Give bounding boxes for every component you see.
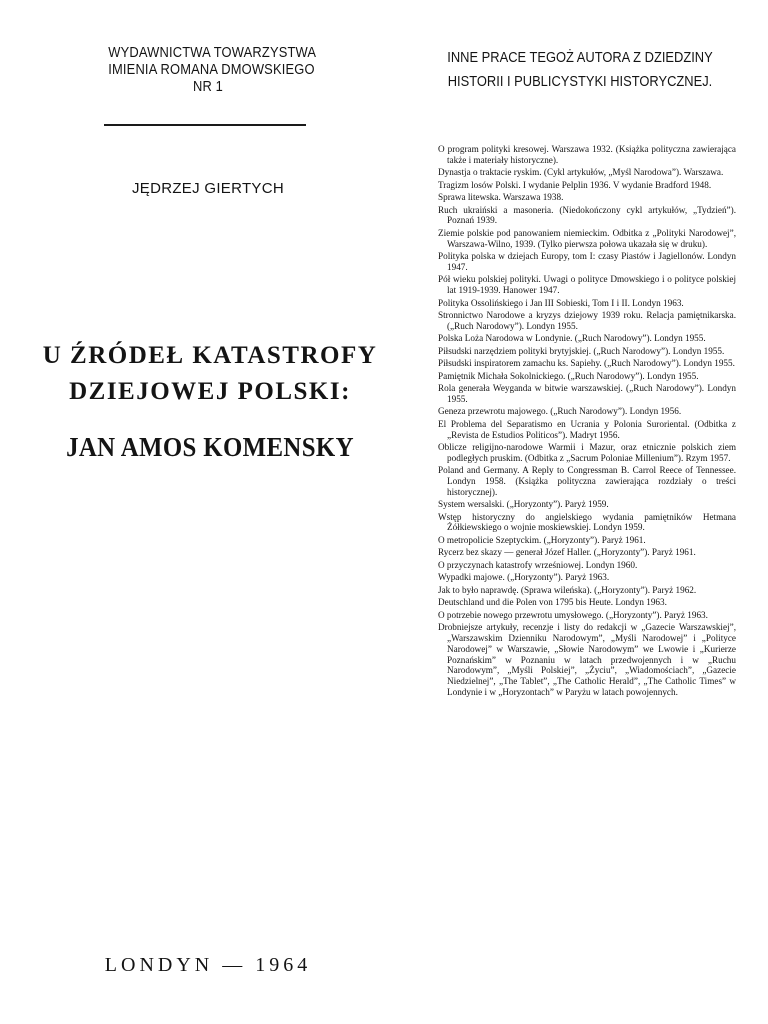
series-line: IMIENIA ROMANA DMOWSKIEGO xyxy=(108,61,315,78)
work-entry: Wstęp historyczny do angielskiego wydania pamiętników Hetmana Żółkiewskiego o wojnie moskiewskiej. Londyn 1959. xyxy=(438,511,736,533)
work-entry: Rola generała Weyganda w bitwie warszawskiej. („Ruch Narodowy”). Londyn 1955. xyxy=(438,383,736,404)
works-list xyxy=(438,144,736,699)
bibliography-heading xyxy=(418,46,741,94)
work-entry: System wersalski. („Horyzonty”). Paryż 1959. xyxy=(438,499,609,510)
author-name: JĘDRZEJ GIERTYCH xyxy=(131,180,285,197)
work-entry: Deutschland und die Polen von 1795 bis Heute. Londyn 1963. xyxy=(438,597,667,608)
work-entry: Pół wieku polskiej polityki. Uwagi o polityce Dmowskiego i o polityce polskiej lat 1919-1939. Hanower 1947. xyxy=(438,274,736,296)
work-entry: Ziemie polskie pod panowaniem niemieckim. Odbitka z „Polityki Narodowej”, Warszawa-Wilno, 1939. (Tylko pierwsza połowa ukazała się w druku). xyxy=(438,227,736,249)
work-entry: Pamiętnik Michała Sokolnickiego. („Ruch Narodowy”). Londyn 1955. xyxy=(438,370,699,381)
work-entry: Rycerz bez skazy — generał Józef Haller. („Horyzonty”). Paryż 1961. xyxy=(438,547,696,558)
work-entry: Oblicze religijno-narodowe Warmii i Mazur, oraz etnicznie polskich ziem podległych pruskim. (Odbitka z „Sacrum Poloniae Millenium”). Rzym 1957. xyxy=(438,442,736,463)
publisher-series xyxy=(108,44,317,95)
title-line: DZIEJOWEJ POLSKI: xyxy=(69,378,351,405)
book-title xyxy=(40,338,380,410)
work-entry: Stronnictwo Narodowe a kryzys dziejowy 1939 roku. Relacja pamiętnikarska. („Ruch Narodowy”). Londyn 1955. xyxy=(438,310,736,331)
divider-rule xyxy=(104,124,306,126)
work-entry: Polityka polska w dziejach Europy, tom I: czasy Piastów i Jagiellonów. Londyn 1947. xyxy=(438,251,736,272)
work-entry: Sprawa litewska. Warszawa 1938. xyxy=(438,192,564,203)
work-entry: Poland and Germany. A Reply to Congressman B. Carrol Reece of Tennessee. Londyn 1958. (Książka polityczna zawierająca rozdziały o treści historycznej). xyxy=(438,465,736,497)
work-entry: Piłsudski narzędziem polityki brytyjskiej. („Ruch Narodowy”). Londyn 1955. xyxy=(438,345,725,356)
imprint: LONDYN — 1964 xyxy=(104,954,312,976)
work-entry: Piłsudski inspiratorem zamachu ks. Sapiehy. („Ruch Narodowy”). Londyn 1955. xyxy=(438,358,735,369)
work-entry: Dynastja o traktacie ryskim. (Cykl artykułów, „Myśl Narodowa”). Warszawa. xyxy=(438,167,724,178)
work-entry: Tragizm losów Polski. I wydanie Pelplin 1936. V wydanie Bradford 1948. xyxy=(438,179,712,190)
work-entry: Ruch ukraiński a masoneria. (Niedokończony cykl artykułów, „Tydzień”). Poznań 1939. xyxy=(438,204,736,226)
work-entry: O potrzebie nowego przewrotu umysłowego. („Horyzonty”). Paryż 1963. xyxy=(438,609,708,620)
series-number: NR 1 xyxy=(192,78,224,95)
book-subtitle: JAN AMOS KOMENSKY xyxy=(66,432,354,462)
work-entry: Wypadki majowe. („Horyzonty”). Paryż 1963. xyxy=(438,572,610,583)
work-entry: Jak to było naprawdę. (Sprawa wileńska). („Horyzonty”). Paryż 1962. xyxy=(438,584,697,595)
work-entry: Polityka Ossolińskiego i Jan III Sobieski, Tom I i II. Londyn 1963. xyxy=(438,297,684,308)
heading-line: INNE PRACE TEGOŻ AUTORA Z DZIEDZINY xyxy=(447,49,713,66)
work-entry: O program polityki kresowej. Warszawa 1932. (Książka polityczna zawierająca także i materiały historyczne). xyxy=(438,144,736,165)
series-line: WYDAWNICTWA TOWARZYSTWA xyxy=(108,44,317,61)
work-entry: O metropolicie Szeptyckim. („Horyzonty”). Paryż 1961. xyxy=(438,534,646,545)
heading-line: HISTORII I PUBLICYSTYKI HISTORYCZNEJ. xyxy=(447,73,713,90)
title-line: U ŹRÓDEŁ KATASTROFY xyxy=(42,342,378,369)
work-entry: El Problema del Separatismo en Ucrania y Polonia Suroriental. (Odbitka z „Revista de Estudios Politicos”). Madryt 1956. xyxy=(438,418,736,440)
work-entry: O przyczynach katastrofy wrześniowej. Londyn 1960. xyxy=(438,559,638,570)
work-entry: Geneza przewrotu majowego. („Ruch Narodowy”). Londyn 1956. xyxy=(438,406,682,417)
work-entry: Drobniejsze artykuły, recenzje i listy do redakcji w „Gazecie Warszawskiej”, „Warszawskim Dzienniku Narodowym”, „Myśli Narodowej” i „Polityce Narodowej” w Warszawie, „Słowie Narodowym” we Lwowie i „Kurierze Poznańskim” w Poznaniu w latach przedwojennych i w „Ruchu Narodowym”, „Myśli Polskiej”, „Życiu”, „Wiadomościach”, „Gazecie Niedzielnej”, „The Tablet”, „The Catholic Herald”, „The Catholic Times” w Londynie i w „Horyzontach” w Paryżu w latach powojennych. xyxy=(438,622,736,697)
bibliography-page xyxy=(384,0,768,1024)
work-entry: Polska Loża Narodowa w Londynie. („Ruch Narodowy”). Londyn 1955. xyxy=(438,333,706,344)
